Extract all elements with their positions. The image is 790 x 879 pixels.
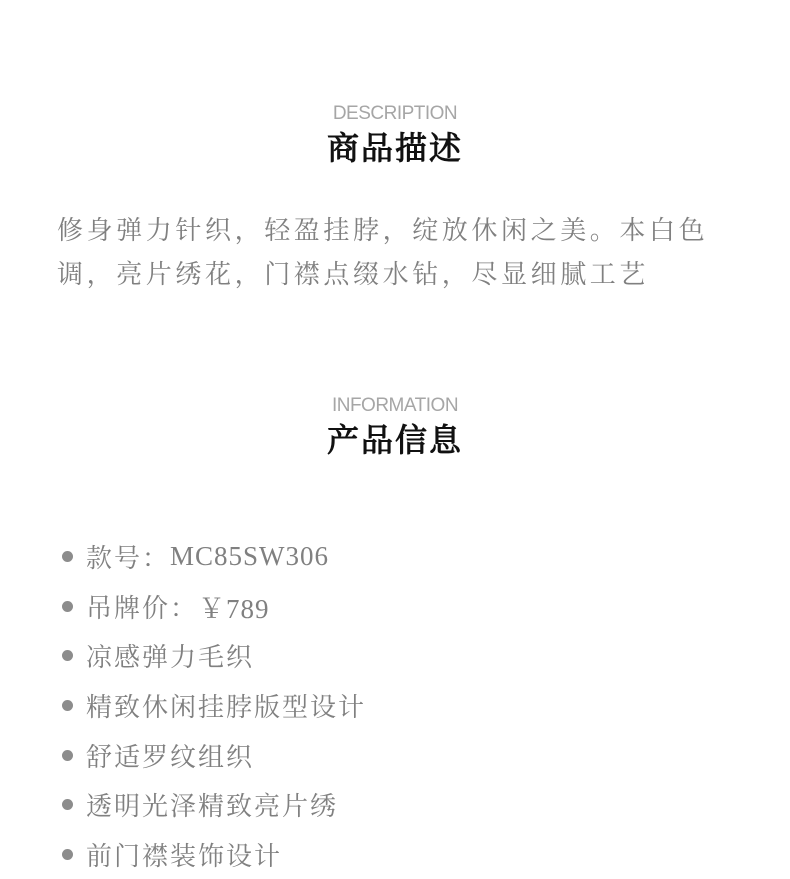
description-header: [0, 104, 790, 168]
bullet-icon: [62, 849, 73, 860]
list-item: [60, 631, 366, 681]
spec-label: 舒适罗纹组织: [86, 742, 255, 773]
list-item: [60, 681, 366, 731]
list-item: [60, 780, 366, 830]
spec-label: 吊牌价：: [86, 593, 199, 624]
description-title: 商品描述: [326, 129, 463, 167]
bullet-icon: [62, 700, 73, 711]
list-item-tag-price: [60, 582, 366, 632]
spec-label: 款号：: [86, 544, 171, 575]
spec-label: 精致休闲挂脖版型设计: [86, 693, 367, 724]
list-item: [60, 830, 366, 879]
spec-label: 前门襟装饰设计: [86, 841, 283, 872]
spec-label: 透明光泽精致亮片绣: [86, 792, 339, 823]
product-info-list: [60, 532, 366, 879]
bullet-icon: [62, 551, 73, 562]
information-header: [0, 396, 790, 460]
information-en-label: INFORMATION: [331, 395, 459, 416]
spec-label: 凉感弹力毛织: [86, 643, 255, 674]
bullet-icon: [62, 750, 73, 761]
spec-value: ￥789: [198, 593, 270, 624]
list-item-style-number: [60, 532, 366, 582]
list-item: [60, 730, 366, 780]
description-text: 修身弹力针织，轻盈挂脖，绽放休闲之美。本白色调，亮片绣花，门襟点缀水钻，尽显细腻工艺: [57, 216, 709, 290]
bullet-icon: [62, 799, 73, 810]
spec-value: MC85SW306: [170, 541, 330, 572]
information-title: 产品信息: [326, 421, 463, 459]
description-en-label: DESCRIPTION: [332, 103, 458, 124]
bullet-icon: [62, 650, 73, 661]
bullet-icon: [62, 601, 73, 612]
